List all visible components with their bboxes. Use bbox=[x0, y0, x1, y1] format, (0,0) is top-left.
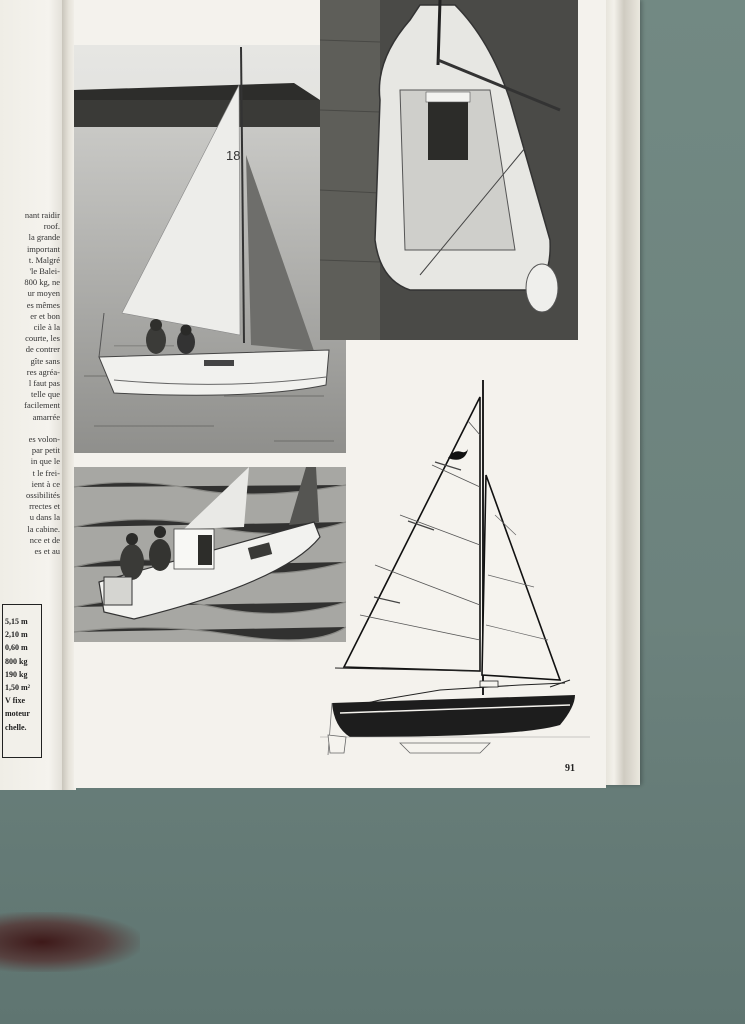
spec-value: 800 kg bbox=[5, 656, 28, 666]
text-line: es volon- bbox=[28, 434, 60, 445]
text-line: facilement bbox=[24, 400, 60, 411]
text-line: er et bon bbox=[30, 310, 60, 321]
photo-boat-at-quay-image bbox=[320, 0, 578, 340]
text-line: nce et de bbox=[29, 534, 60, 545]
spec-value: 5,15 m bbox=[5, 617, 28, 626]
text-line: u dans la bbox=[29, 512, 60, 523]
text-line: de contrer bbox=[25, 344, 60, 355]
spec-value: V fixe bbox=[5, 696, 26, 706]
text-line: t le frei- bbox=[32, 467, 60, 478]
text-line: rrectes et bbox=[29, 501, 60, 512]
book-page-edges bbox=[600, 0, 640, 785]
photo-sailing-boat bbox=[74, 45, 346, 453]
text-line: es et au bbox=[34, 546, 60, 557]
text-line: gîte sans bbox=[30, 355, 60, 366]
text-line: ur moyen bbox=[27, 288, 60, 299]
sail-number: 18 bbox=[226, 148, 241, 163]
spec-value: 0,60 m bbox=[5, 643, 28, 653]
text-line: ossibilités bbox=[25, 490, 60, 501]
text-line: telle que bbox=[30, 389, 60, 400]
text-line: amarrée bbox=[32, 411, 60, 422]
text-line: nant raidir bbox=[24, 210, 60, 220]
photo-sailing-boat-image bbox=[74, 45, 346, 453]
photo-boat-motoring bbox=[74, 467, 346, 642]
text-line: courte, les bbox=[25, 333, 60, 344]
spec-value: moteur bbox=[5, 709, 30, 719]
photo-boat-motoring-image bbox=[74, 467, 346, 642]
text-line: la cabine. bbox=[27, 523, 60, 534]
text-line: l faut pas bbox=[28, 378, 60, 389]
text-line: ient à ce bbox=[31, 478, 60, 489]
text-line: es mêmes bbox=[26, 299, 60, 310]
text-line: 'le Balei- bbox=[29, 266, 60, 277]
page-number: 91 bbox=[565, 763, 575, 774]
spec-value: 2,10 m bbox=[5, 630, 28, 640]
text-line: t. Malgré bbox=[28, 254, 60, 265]
text-line: res agréa- bbox=[26, 366, 60, 377]
spec-value: 190 kg bbox=[5, 669, 28, 679]
left-page bbox=[0, 0, 70, 790]
text-line: par petit bbox=[31, 445, 60, 456]
finger-shadow bbox=[0, 912, 140, 972]
photo-boat-at-quay bbox=[320, 0, 578, 340]
text-line bbox=[0, 423, 60, 434]
text-line: la grande bbox=[28, 232, 60, 243]
left-page-text-column bbox=[0, 210, 64, 557]
text-line: cile à la bbox=[33, 322, 60, 333]
text-line: important bbox=[26, 243, 60, 254]
text-line: 800 kg, ne bbox=[24, 277, 60, 288]
text-line: roof. bbox=[43, 221, 60, 232]
sail-plan-drawing-image bbox=[320, 375, 590, 765]
spec-value: 1,50 m² bbox=[5, 683, 31, 692]
spec-table bbox=[2, 604, 42, 758]
spec-value: chelle. bbox=[5, 722, 27, 732]
sail-plan-drawing bbox=[320, 375, 590, 765]
text-line: in que le bbox=[30, 456, 60, 467]
